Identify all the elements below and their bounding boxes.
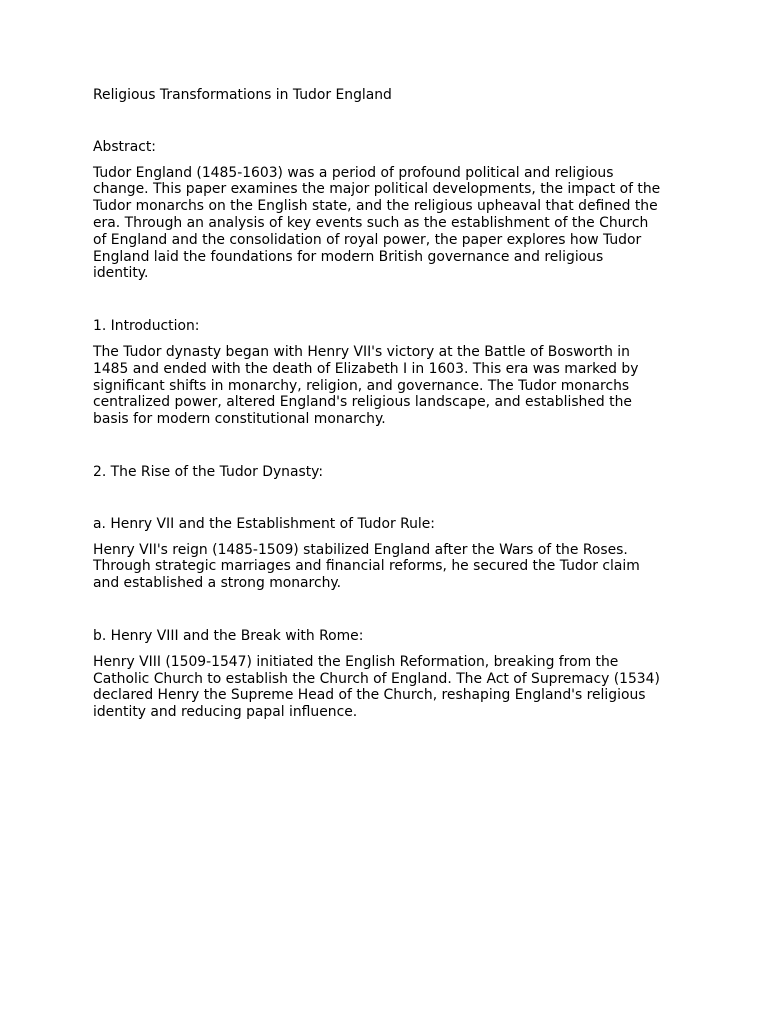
subsection-b-heading: b. Henry VIII and the Break with Rome: bbox=[93, 627, 364, 644]
abstract-paragraph bbox=[93, 165, 683, 283]
abstract-line: era. Through an analysis of key events such as the establishment of the Church bbox=[93, 214, 649, 231]
abstract-heading: Abstract: bbox=[93, 138, 156, 155]
abstract-line: Tudor England (1485-1603) was a period of profound political and religious bbox=[93, 164, 614, 181]
subsection-b-line: Henry VIII (1509-1547) initiated the English Reformation, breaking from the bbox=[93, 653, 619, 670]
subsection-a-line: Through strategic marriages and financial reforms, he secured the Tudor claim bbox=[93, 558, 640, 575]
abstract-line: of England and the consolidation of royal power, the paper explores how Tudor bbox=[93, 231, 642, 248]
abstract-line: Tudor monarchs on the English state, and the religious upheaval that defined the bbox=[93, 198, 658, 215]
subsection-b-line: identity and reducing papal influence. bbox=[93, 704, 358, 721]
subsection-b-line: declared Henry the Supreme Head of the Church, reshaping England's religious bbox=[93, 687, 646, 704]
abstract-line: change. This paper examines the major political developments, the impact of the bbox=[93, 181, 661, 198]
introduction-line: 1485 and ended with the death of Elizabeth I in 1603. This era was marked by bbox=[93, 360, 639, 377]
section-2-heading: 2. The Rise of the Tudor Dynasty: bbox=[93, 463, 324, 480]
abstract-line: England laid the foundations for modern British governance and religious bbox=[93, 248, 604, 265]
subsection-b-paragraph bbox=[93, 654, 683, 721]
subsection-a-paragraph bbox=[93, 542, 683, 592]
subsection-a-line: and established a strong monarchy. bbox=[93, 575, 342, 592]
subsection-b-line: Catholic Church to establish the Church of England. The Act of Supremacy (1534) bbox=[93, 670, 660, 687]
subsection-a-line: Henry VII's reign (1485-1509) stabilized England after the Wars of the Roses. bbox=[93, 541, 628, 558]
subsection-a-heading: a. Henry VII and the Establishment of Tudor Rule: bbox=[93, 515, 435, 532]
introduction-line: significant shifts in monarchy, religion, and governance. The Tudor monarchs bbox=[93, 377, 630, 394]
abstract-line: identity. bbox=[93, 265, 149, 282]
document-page bbox=[93, 87, 683, 757]
introduction-heading: 1. Introduction: bbox=[93, 318, 200, 335]
introduction-line: basis for modern constitutional monarchy. bbox=[93, 411, 386, 428]
introduction-line: centralized power, altered England's religious landscape, and established the bbox=[93, 394, 632, 411]
introduction-paragraph bbox=[93, 344, 683, 428]
introduction-line: The Tudor dynasty began with Henry VII's victory at the Battle of Bosworth in bbox=[93, 343, 630, 360]
document-title: Religious Transformations in Tudor England bbox=[93, 87, 392, 103]
